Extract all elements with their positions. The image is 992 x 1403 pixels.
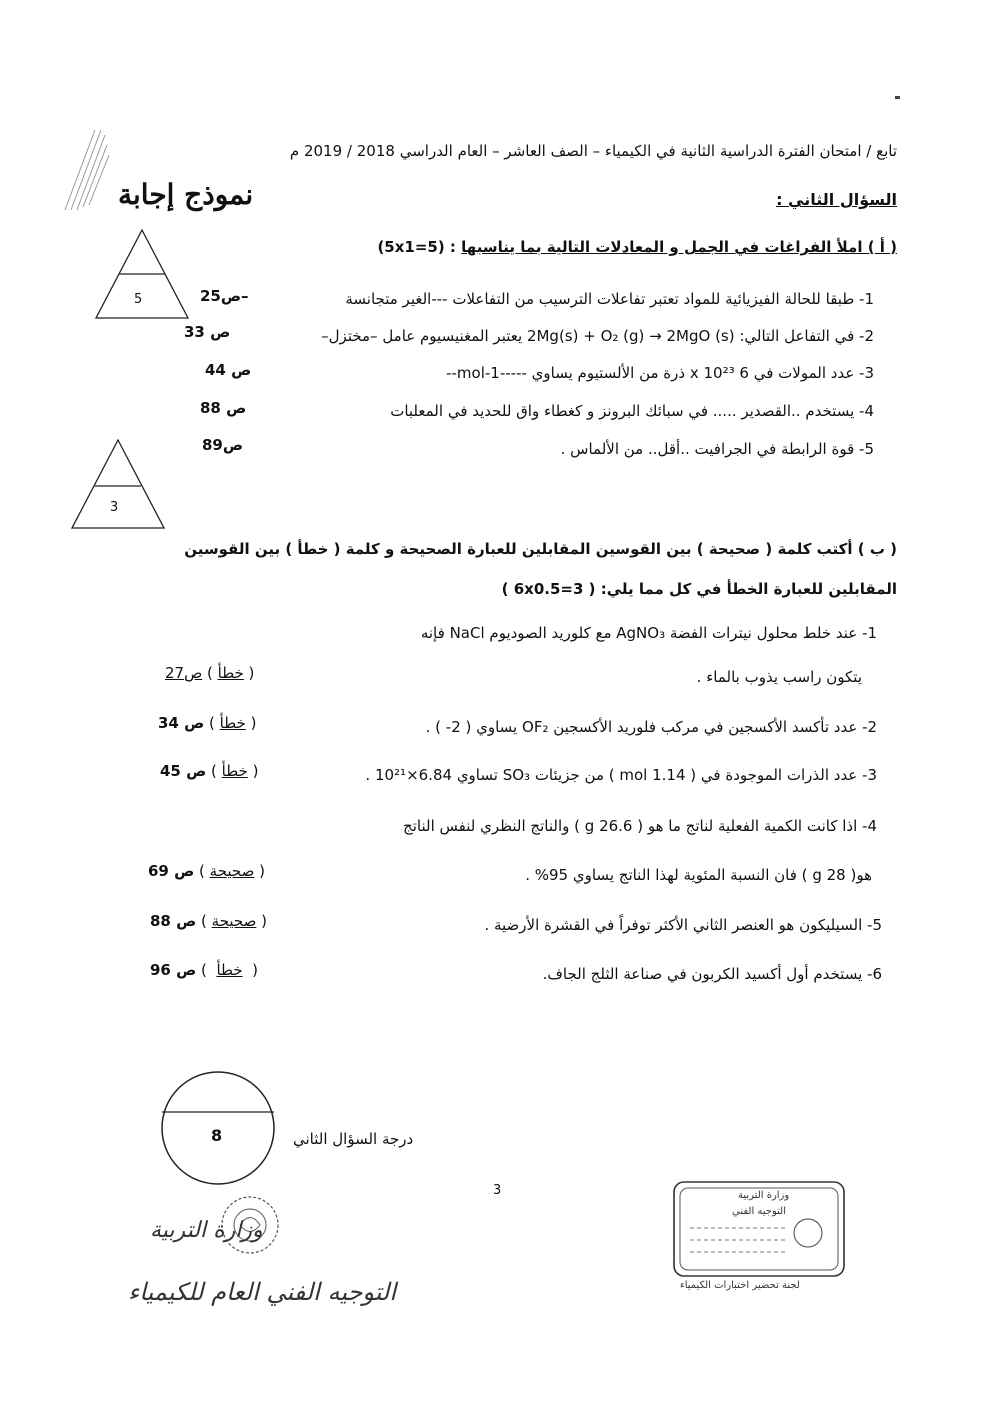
section-b-item-6: 6- يستخدم أول أكسيد الكربون في صناعة الثلج الجاف. — [542, 965, 882, 983]
answer-1-value: خطأ — [217, 664, 244, 682]
ref-5: ص 88 — [150, 912, 197, 930]
section-a-marks: : (5x1=5) — [377, 238, 456, 256]
section-b-title-text: المقابلين للعبارة الخطأ في كل مما يلي: — [600, 580, 897, 598]
section-a-item-5: 5- قوة الرابطة في الجرافيت ..أقل.. من الألماس . — [560, 440, 874, 458]
ref-3: ص 45 — [160, 762, 207, 780]
triangle-b-score: 3 — [110, 500, 119, 515]
stamp-line1: وزارة التربية — [738, 1190, 790, 1201]
stamp-line2: التوجيه الفني — [732, 1206, 786, 1217]
ref-2: ص 34 — [158, 714, 205, 732]
section-a-item-1: 1- طبقا للحالة الفيزيائية للمواد تعتبر تفاعلات الترسيب من التفاعلات ---الغير متجانسة — [345, 290, 874, 308]
stamp-bottom: لجنة تحضير اختبارات الكيمياء — [680, 1280, 800, 1291]
section-b-answer-4: ( صحيحة ) ص 69 — [148, 862, 265, 880]
section-b-answer-3: ( خطأ ) ص 45 — [160, 762, 259, 780]
section-b-answer-1: ( خطأ ) ص27 — [165, 664, 255, 682]
section-b-item-3: 3- عدد الذرات الموجودة في ( 1.14 mol ) من جزيئات SO₃ تساوي 6.84×10²¹ . — [365, 766, 877, 784]
section-b-item-4-line1: 4- اذا كانت الكمية الفعلية لناتج ما هو ( 26.6 g ) والناتج النظري لنفس الناتج — [403, 817, 877, 835]
model-answer-title: نموذج إجابة — [118, 178, 254, 211]
section-a-item-2: 2- في التفاعل التالي: 2Mg(s) + O₂ (g) → 2MgO (s) يعتبر المغنيسيوم عامل –مختزل– — [321, 327, 874, 345]
section-b-item-4-line2: هو( 28 g ) فان النسبة المئوية لهذا الناتج يساوي 95% . — [525, 866, 872, 884]
signature-office: التوجيه الفني العام للكيمياء — [128, 1278, 397, 1306]
section-b-item-5: 5- السيليكون هو العنصر الثاني الأكثر توفراً في القشرة الأرضية . — [484, 916, 882, 934]
grade-label: درجة السؤال الثاني — [293, 1130, 414, 1148]
section-b-item-2: 2- عدد تأكسد الأكسجين في مركب فلوريد الأكسجين OF₂ يساوي ( 2- ) . — [425, 718, 877, 736]
section-b-answer-5: ( صحيحة ) ص 88 — [150, 912, 267, 930]
question-title: السؤال الثاني : — [776, 190, 897, 209]
section-a-item-4: 4- يستخدم ..القصدير ..... في سبائك البرونز و كغطاء واق للحديد في المعلبات — [390, 402, 874, 420]
answer-4-value: صحيحة — [209, 862, 255, 880]
answer-5-value: صحيحة — [211, 912, 257, 930]
triangle-a-score: 5 — [134, 292, 143, 307]
section-a-item-3: 3- عدد المولات في 6 x 10²³ ذرة من الألستيوم يساوي -----1-mol-- — [446, 364, 874, 382]
section-b-item-1-line2: يتكون راسب يذوب بالماء . — [696, 668, 862, 686]
scribble-mark — [55, 125, 115, 215]
section-b-answer-6: ( خطأ ) ص 96 — [150, 961, 258, 979]
section-b-marks: ( 6x0.5=3 ) — [501, 580, 596, 598]
ref-6: ص 96 — [150, 961, 197, 979]
scan-mark — [895, 96, 900, 99]
grade-score: 8 — [211, 1126, 223, 1145]
section-b-title-line1: ( ب ) أكتب كلمة ( صحيحة ) بين القوسين المقابلين للعبارة الصحيحة و كلمة ( خطأ ) بين القوسين — [184, 540, 897, 558]
section-a-ref-2: ص 33 — [184, 323, 231, 341]
section-b-title-line2 — [502, 580, 897, 598]
answer-6-value: خطأ — [216, 961, 243, 979]
section-a-ref-1: –ص25 — [200, 287, 249, 305]
exam-header: تابع / امتحان الفترة الدراسية الثانية في الكيمياء – الصف العاشر – العام الدراسي 2018 / 2019 م — [289, 142, 897, 160]
ref-1: ص27 — [165, 664, 203, 682]
answer-2-value: خطأ — [219, 714, 246, 732]
ref-4: ص 69 — [148, 862, 195, 880]
section-b-item-1-line1: 1- عند خلط محلول نيترات الفضة AgNO₃ مع كلوريد الصوديوم NaCl فإنه — [420, 624, 877, 642]
signature-ministry: وزارة التربية — [150, 1218, 263, 1243]
answer-3-value: خطأ — [221, 762, 248, 780]
score-triangle-b — [70, 438, 166, 530]
section-a-ref-4: ص 88 — [200, 399, 247, 417]
section-a-ref-3: ص 44 — [205, 361, 252, 379]
section-b-answer-2: ( خطأ ) ص 34 — [158, 714, 257, 732]
section-a-title — [377, 238, 897, 256]
section-a-title-text: ( أ ) املأ الفراغات في الجمل و المعادلات التالية بما يناسبها — [461, 238, 897, 256]
section-a-ref-5: ص89 — [202, 436, 244, 454]
page-number: 3 — [493, 1183, 502, 1198]
